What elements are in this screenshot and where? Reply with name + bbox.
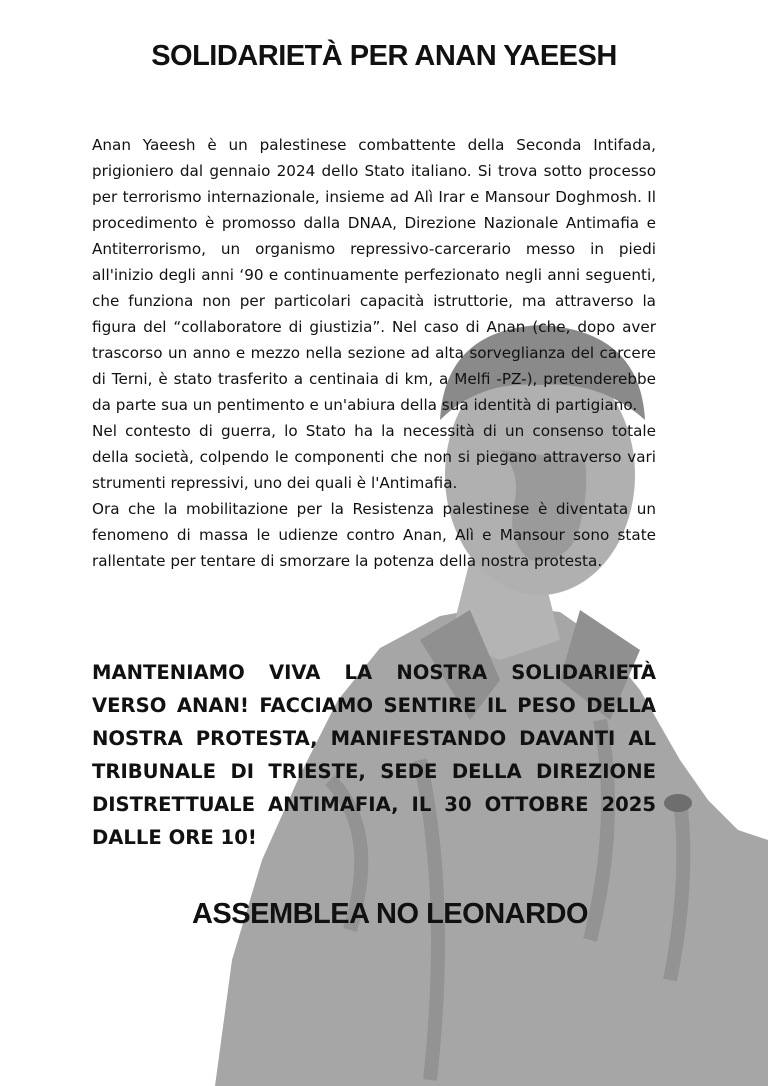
paragraph-context: Nel contesto di guerra, lo Stato ha la necessità di un consenso totale della società, colpendo le componenti che non si piegano attraverso vari strumenti repressivi, uno dei quali è l'Antimafia. (92, 422, 656, 492)
paragraph-mobilization: Ora che la mobilitazione per la Resistenza palestinese è diventata un fenomeno di massa le udienze contro Anan, Alì e Mansour sono state rallentate per tentare di smorzare la potenza della nostra protesta. (92, 500, 656, 570)
call-to-action: MANTENIAMO VIVA LA NOSTRA SOLIDARIETÀ VERSO ANAN! FACCIAMO SENTIRE IL PESO DELLA NOSTRA PROTESTA, MANIFESTANDO DAVANTI AL TRIBUNALE DI TRIESTE, SEDE DELLA DIREZIONE DISTRETTUALE ANTIMAFIA, IL 30 OTTOBRE 2025 DALLE ORE 10! (92, 661, 656, 849)
paragraph-intro: Anan Yaeesh è un palestinese combattente della Seconda Intifada, prigioniero dal gennaio 2024 dello Stato italiano. Si trova sotto processo per terrorismo internazionale, insieme ad Alì Irar e Mansour Doghmosh. Il procedimento è promosso dalla DNAA, Direzione Nazionale Antimafia e Antiterrorismo, un organismo repressivo-carcerario messo in piedi all'inizio degli anni ‘90 e continuamente perfezionato negli anni seguenti, che funziona non per particolari capacità istruttorie, ma attraverso la figura del “collaboratore di giustizia”. Nel caso di Anan (che, dopo aver trascorso un anno e mezzo nella sezione ad alta sorveglianza del carcere di Terni, è stato trasferito a centinaia di km, a Melfi -PZ-), pretenderebbe da parte sua un pentimento e un'abiura della sua identità di partigiano. (92, 136, 656, 414)
body-text (92, 132, 656, 574)
signature: ASSEMBLEA NO LEONARDO (191, 898, 589, 930)
poster-title: SOLIDARIETÀ PER ANAN YAEESH (151, 40, 617, 72)
jacket-badge (664, 794, 692, 812)
